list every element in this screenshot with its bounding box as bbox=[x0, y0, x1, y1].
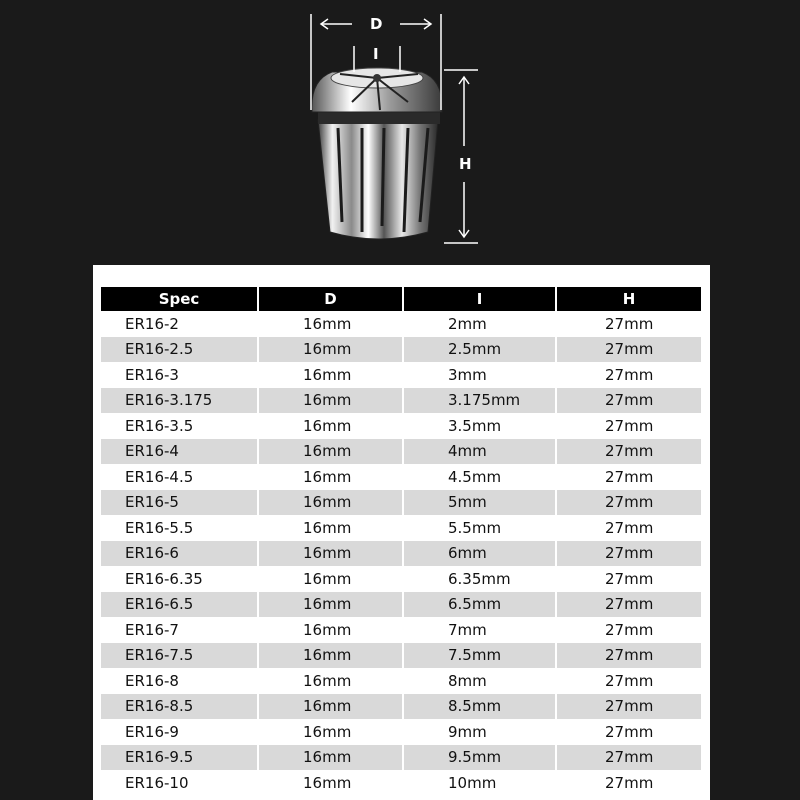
cell-d: 16mm bbox=[259, 490, 404, 516]
cell-spec: ER16-8.5 bbox=[101, 694, 259, 720]
cell-i: 10mm bbox=[404, 770, 557, 796]
collet-diagram bbox=[0, 0, 800, 262]
cell-i: 2mm bbox=[404, 311, 557, 337]
cell-h: 27mm bbox=[557, 643, 701, 669]
cell-i: 6mm bbox=[404, 541, 557, 567]
cell-h: 27mm bbox=[605, 416, 654, 435]
table-row bbox=[101, 668, 701, 694]
cell-i: 3.5mm bbox=[404, 413, 557, 439]
cell-spec: ER16-4 bbox=[101, 439, 259, 465]
cell-d: 16mm bbox=[259, 592, 404, 618]
table-row bbox=[101, 719, 701, 745]
header-spec: Spec bbox=[101, 287, 259, 311]
cell-h: 27mm bbox=[557, 541, 701, 567]
cell-d: 16mm bbox=[259, 541, 404, 567]
cell-h: 27mm bbox=[557, 388, 701, 414]
cell-i: 9.5mm bbox=[404, 745, 557, 771]
cell-d: 16mm bbox=[259, 770, 404, 796]
table-row bbox=[101, 362, 701, 388]
cell-d: 16mm bbox=[259, 745, 404, 771]
table-row bbox=[101, 541, 701, 567]
cell-spec: ER16-9.5 bbox=[101, 745, 259, 771]
cell-spec: ER16-6 bbox=[101, 541, 259, 567]
header-h: H bbox=[557, 287, 701, 311]
cell-h: 27mm bbox=[605, 467, 654, 486]
cell-spec: ER16-3 bbox=[101, 362, 259, 388]
table-row bbox=[101, 464, 701, 490]
cell-i: 3mm bbox=[404, 362, 557, 388]
cell-i: 6.35mm bbox=[404, 566, 557, 592]
table-row bbox=[101, 745, 701, 771]
table-row bbox=[101, 643, 701, 669]
cell-d: 16mm bbox=[259, 694, 404, 720]
cell-spec: ER16-4.5 bbox=[101, 464, 259, 490]
cell-h: 27mm bbox=[605, 314, 654, 333]
table-row bbox=[101, 694, 701, 720]
cell-i: 7mm bbox=[404, 617, 557, 643]
table-row bbox=[101, 617, 701, 643]
spec-table-card bbox=[93, 265, 710, 800]
cell-d: 16mm bbox=[259, 439, 404, 465]
dimension-label-h: H bbox=[459, 155, 472, 173]
cell-i: 7.5mm bbox=[404, 643, 557, 669]
cell-h: 27mm bbox=[605, 671, 654, 690]
cell-d: 16mm bbox=[259, 643, 404, 669]
cell-d: 16mm bbox=[259, 566, 404, 592]
spec-table-body bbox=[101, 311, 701, 796]
cell-h: 27mm bbox=[605, 773, 654, 792]
cell-spec: ER16-2.5 bbox=[101, 337, 259, 363]
cell-d: 16mm bbox=[259, 337, 404, 363]
header-d: D bbox=[259, 287, 404, 311]
cell-i: 9mm bbox=[404, 719, 557, 745]
table-row bbox=[101, 439, 701, 465]
cell-i: 8.5mm bbox=[404, 694, 557, 720]
cell-spec: ER16-7.5 bbox=[101, 643, 259, 669]
cell-d: 16mm bbox=[259, 311, 404, 337]
cell-i: 6.5mm bbox=[404, 592, 557, 618]
table-header-row bbox=[101, 287, 701, 311]
spec-table bbox=[101, 287, 701, 796]
cell-i: 8mm bbox=[404, 668, 557, 694]
dimension-label-d: D bbox=[370, 15, 383, 33]
cell-spec: ER16-2 bbox=[101, 311, 259, 337]
cell-h: 27mm bbox=[605, 620, 654, 639]
table-row bbox=[101, 490, 701, 516]
cell-spec: ER16-5 bbox=[101, 490, 259, 516]
table-row bbox=[101, 566, 701, 592]
dimension-label-i: I bbox=[373, 45, 379, 63]
cell-h: 27mm bbox=[605, 722, 654, 741]
cell-h: 27mm bbox=[557, 439, 701, 465]
table-row bbox=[101, 592, 701, 618]
cell-i: 4.5mm bbox=[404, 464, 557, 490]
cell-i: 5mm bbox=[404, 490, 557, 516]
table-row bbox=[101, 413, 701, 439]
table-row bbox=[101, 770, 701, 796]
cell-d: 16mm bbox=[259, 617, 404, 643]
cell-spec: ER16-8 bbox=[101, 668, 259, 694]
cell-spec: ER16-6.5 bbox=[101, 592, 259, 618]
cell-h: 27mm bbox=[557, 592, 701, 618]
cell-h: 27mm bbox=[557, 337, 701, 363]
cell-h: 27mm bbox=[605, 518, 654, 537]
cell-i: 4mm bbox=[404, 439, 557, 465]
header-i: I bbox=[404, 287, 557, 311]
cell-spec: ER16-6.35 bbox=[101, 566, 259, 592]
cell-h: 27mm bbox=[557, 490, 701, 516]
cell-h: 27mm bbox=[557, 694, 701, 720]
cell-d: 16mm bbox=[259, 719, 404, 745]
cell-d: 16mm bbox=[259, 388, 404, 414]
cell-d: 16mm bbox=[259, 515, 404, 541]
cell-h: 27mm bbox=[605, 569, 654, 588]
cell-spec: ER16-5.5 bbox=[101, 515, 259, 541]
cell-i: 5.5mm bbox=[404, 515, 557, 541]
collet-neck bbox=[318, 112, 440, 124]
cell-spec: ER16-9 bbox=[101, 719, 259, 745]
cell-i: 2.5mm bbox=[404, 337, 557, 363]
cell-i: 3.175mm bbox=[404, 388, 557, 414]
cell-d: 16mm bbox=[259, 413, 404, 439]
cell-h: 27mm bbox=[557, 745, 701, 771]
collet-illustration bbox=[0, 0, 800, 262]
cell-d: 16mm bbox=[259, 668, 404, 694]
table-row bbox=[101, 337, 701, 363]
cell-spec: ER16-3.5 bbox=[101, 413, 259, 439]
table-row bbox=[101, 515, 701, 541]
cell-h: 27mm bbox=[605, 365, 654, 384]
cell-spec: ER16-10 bbox=[101, 770, 259, 796]
table-row bbox=[101, 311, 701, 337]
cell-spec: ER16-3.175 bbox=[101, 388, 259, 414]
cell-spec: ER16-7 bbox=[101, 617, 259, 643]
cell-d: 16mm bbox=[259, 362, 404, 388]
cell-d: 16mm bbox=[259, 464, 404, 490]
table-row bbox=[101, 388, 701, 414]
